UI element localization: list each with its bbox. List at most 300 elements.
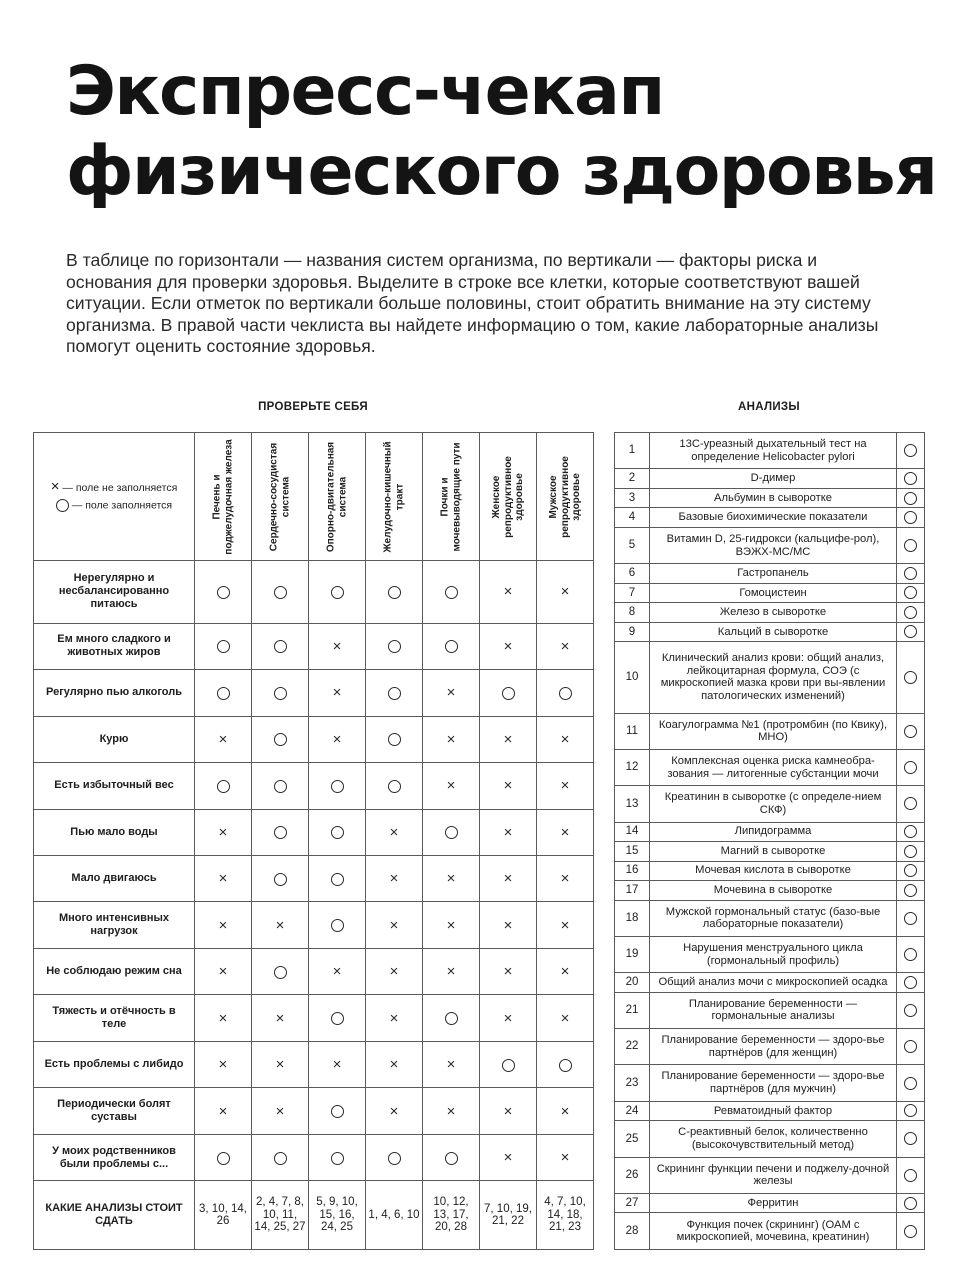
mark-cell[interactable] (309, 1134, 366, 1180)
analysis-check-cell[interactable] (897, 564, 925, 584)
analysis-number: 25 (615, 1121, 650, 1157)
mark-cell (309, 670, 366, 716)
x-mark-icon: × (332, 1056, 342, 1074)
factor-row (34, 1041, 594, 1087)
x-mark-icon: × (275, 1009, 285, 1027)
tests-label: КАКИЕ АНАЛИЗЫ СТОИТ СДАТЬ (34, 1181, 195, 1250)
mark-cell[interactable] (309, 809, 366, 855)
analysis-check-cell[interactable] (897, 786, 925, 822)
circle-mark-icon[interactable] (388, 1152, 401, 1165)
analysis-check-cell[interactable] (897, 749, 925, 785)
x-mark-icon: × (560, 1102, 570, 1120)
analysis-number: 19 (615, 936, 650, 972)
analysis-check-cell[interactable] (897, 603, 925, 623)
analysis-row (615, 973, 925, 993)
circle-mark-icon[interactable] (388, 687, 401, 700)
circle-checkbox-icon[interactable] (904, 1104, 917, 1117)
x-mark-icon: × (503, 730, 513, 748)
circle-mark-icon[interactable] (445, 826, 458, 839)
mark-cell (480, 1134, 537, 1180)
mark-cell (366, 948, 423, 994)
circle-checkbox-icon[interactable] (904, 625, 917, 638)
analysis-row (615, 842, 925, 862)
x-mark-icon: × (389, 870, 399, 888)
factor-label: Нерегулярно и несбалансированно питаюсь (34, 561, 195, 624)
analysis-check-cell[interactable] (897, 1213, 925, 1250)
mark-cell (480, 716, 537, 762)
factor-label: Периодически болят суставы (34, 1088, 195, 1134)
mark-cell (195, 995, 252, 1041)
circle-checkbox-icon[interactable] (904, 825, 917, 838)
x-mark-icon: × (446, 916, 456, 934)
analysis-row (615, 603, 925, 623)
system-name: Женское репродуктивное здоровье (490, 455, 525, 538)
x-mark-icon: × (332, 963, 342, 981)
analysis-check-cell[interactable] (897, 936, 925, 972)
analysis-number: 7 (615, 583, 650, 603)
mark-cell (480, 855, 537, 901)
mark-cell (423, 716, 480, 762)
mark-cell (537, 995, 594, 1041)
circle-checkbox-icon[interactable] (904, 1197, 917, 1210)
circle-mark-icon[interactable] (502, 687, 515, 700)
mark-cell (309, 716, 366, 762)
analysis-name: Функция почек (скрининг) (ОАМ с микроскопией, мочевина, креатинин) (650, 1213, 897, 1250)
analysis-name: Планирование беременности — гормональные анализы (650, 992, 897, 1028)
analysis-check-cell[interactable] (897, 900, 925, 936)
system-header (252, 433, 309, 561)
analysis-name: Магний в сыворотке (650, 842, 897, 862)
analysis-check-cell[interactable] (897, 881, 925, 901)
analysis-check-cell[interactable] (897, 1121, 925, 1157)
analysis-number: 12 (615, 749, 650, 785)
x-mark-icon: × (503, 916, 513, 934)
x-mark-icon: × (275, 916, 285, 934)
analysis-row (615, 881, 925, 901)
x-mark-icon: × (503, 1009, 513, 1027)
circle-checkbox-icon[interactable] (904, 606, 917, 619)
x-mark-icon: × (446, 1056, 456, 1074)
analysis-row (615, 583, 925, 603)
mark-cell[interactable] (480, 1041, 537, 1087)
mark-cell[interactable] (366, 561, 423, 624)
circle-mark-icon[interactable] (388, 586, 401, 599)
title-line-2: физического здоровья (66, 132, 937, 211)
system-name: Почки и мочевыводящие пути (439, 441, 462, 552)
circle-mark-icon[interactable] (274, 586, 287, 599)
x-mark-icon: × (560, 637, 570, 655)
circle-mark-icon[interactable] (274, 1152, 287, 1165)
analysis-check-cell[interactable] (897, 469, 925, 489)
x-mark-icon: × (503, 963, 513, 981)
circle-mark-icon[interactable] (331, 1012, 344, 1025)
circle-checkbox-icon[interactable] (904, 1225, 917, 1238)
mark-cell[interactable] (252, 623, 309, 669)
mark-cell (366, 855, 423, 901)
x-mark-icon: × (218, 1056, 228, 1074)
circle-checkbox-icon[interactable] (904, 1004, 917, 1017)
analysis-number: 20 (615, 973, 650, 993)
analysis-number: 8 (615, 603, 650, 623)
analysis-row (615, 1157, 925, 1193)
analysis-check-cell[interactable] (897, 622, 925, 642)
mark-cell[interactable] (537, 670, 594, 716)
x-mark-icon: × (503, 777, 513, 795)
analysis-name: Липидограмма (650, 822, 897, 842)
page-title (66, 52, 946, 212)
mark-cell (195, 809, 252, 855)
mark-cell[interactable] (252, 855, 309, 901)
analysis-check-cell[interactable] (897, 527, 925, 563)
circle-checkbox-icon[interactable] (904, 492, 917, 505)
mark-cell (480, 902, 537, 948)
analysis-number: 14 (615, 822, 650, 842)
analysis-check-cell[interactable] (897, 992, 925, 1028)
mark-cell[interactable] (423, 809, 480, 855)
analysis-row (615, 433, 925, 469)
analysis-row (615, 900, 925, 936)
analysis-check-cell[interactable] (897, 842, 925, 862)
analysis-number: 17 (615, 881, 650, 901)
x-mark-icon: × (218, 870, 228, 888)
checklist-table (33, 432, 594, 1250)
mark-cell (252, 1041, 309, 1087)
tests-list: 1, 4, 6, 10 (366, 1181, 423, 1250)
mark-cell[interactable] (309, 763, 366, 809)
analysis-row (615, 822, 925, 842)
analysis-row (615, 564, 925, 584)
analysis-number: 13 (615, 786, 650, 822)
mark-cell (366, 1088, 423, 1134)
circle-checkbox-icon[interactable] (904, 912, 917, 925)
analysis-name: Мочевина в сыворотке (650, 881, 897, 901)
mark-cell (537, 1134, 594, 1180)
mark-cell[interactable] (195, 670, 252, 716)
analysis-number: 4 (615, 508, 650, 528)
legend-o (40, 499, 188, 512)
analysis-name: Ревматоидный фактор (650, 1101, 897, 1121)
analysis-number: 5 (615, 527, 650, 563)
x-mark-icon: × (503, 1102, 513, 1120)
mark-cell[interactable] (252, 809, 309, 855)
analysis-row (615, 713, 925, 749)
analysis-row (615, 1213, 925, 1250)
x-mark-icon: × (560, 916, 570, 934)
analysis-row (615, 861, 925, 881)
circle-checkbox-icon[interactable] (904, 761, 917, 774)
mark-cell[interactable] (252, 561, 309, 624)
checklist-header-row (34, 433, 594, 561)
analysis-row (615, 1101, 925, 1121)
x-mark-icon: × (560, 1149, 570, 1167)
mark-cell[interactable] (195, 1134, 252, 1180)
circle-mark-icon[interactable] (445, 1012, 458, 1025)
x-mark-icon: × (446, 1102, 456, 1120)
mark-cell[interactable] (252, 716, 309, 762)
x-mark-icon: × (503, 1149, 513, 1167)
analysis-name: Витамин D, 25-гидрокси (кальцифе-рол), ВЭЖХ-МС/МС (650, 527, 897, 563)
x-mark-icon: × (560, 1009, 570, 1027)
analysis-row (615, 527, 925, 563)
analysis-number: 22 (615, 1029, 650, 1065)
circle-checkbox-icon[interactable] (904, 725, 917, 738)
circle-mark-icon[interactable] (331, 826, 344, 839)
analysis-check-cell[interactable] (897, 973, 925, 993)
x-mark-icon: × (560, 777, 570, 795)
factor-label: Не соблюдаю режим сна (34, 948, 195, 994)
mark-cell[interactable] (309, 855, 366, 901)
mark-cell[interactable] (423, 1134, 480, 1180)
analysis-number: 28 (615, 1213, 650, 1250)
mark-cell (195, 948, 252, 994)
mark-cell (480, 809, 537, 855)
mark-cell (537, 623, 594, 669)
circle-mark-icon[interactable] (331, 919, 344, 932)
circle-checkbox-icon[interactable] (904, 472, 917, 485)
mark-cell[interactable] (195, 623, 252, 669)
x-mark-icon: × (218, 1009, 228, 1027)
circle-checkbox-icon[interactable] (904, 948, 917, 961)
mark-cell[interactable] (309, 995, 366, 1041)
mark-cell (423, 855, 480, 901)
circle-checkbox-icon[interactable] (904, 511, 917, 524)
mark-cell[interactable] (480, 670, 537, 716)
factor-label: Тяжесть и отёчность в теле (34, 995, 195, 1041)
analysis-name: Железо в сыворотке (650, 603, 897, 623)
circle-checkbox-icon[interactable] (904, 1040, 917, 1053)
mark-cell[interactable] (423, 623, 480, 669)
circle-checkbox-icon[interactable] (904, 976, 917, 989)
analysis-check-cell[interactable] (897, 1157, 925, 1193)
mark-cell[interactable] (195, 561, 252, 624)
circle-checkbox-icon[interactable] (904, 864, 917, 877)
mark-cell (366, 902, 423, 948)
analysis-name: Базовые биохимические показатели (650, 508, 897, 528)
circle-mark-icon[interactable] (217, 1152, 230, 1165)
circle-mark-icon[interactable] (274, 733, 287, 746)
mark-cell (195, 1041, 252, 1087)
circle-mark-icon[interactable] (217, 640, 230, 653)
x-mark-icon: × (503, 823, 513, 841)
circle-mark-icon[interactable] (388, 733, 401, 746)
circle-checkbox-icon[interactable] (904, 539, 917, 552)
analysis-number: 6 (615, 564, 650, 584)
analysis-name: Клинический анализ крови: общий анализ, лейкоцитарная формула, СОЭ (с микроскопией мазка крови при вы-явлении патологических изменений) (650, 642, 897, 713)
circle-mark-icon[interactable] (559, 1059, 572, 1072)
circle-checkbox-icon[interactable] (904, 884, 917, 897)
mark-cell (537, 809, 594, 855)
system-header (480, 433, 537, 561)
mark-cell (366, 1041, 423, 1087)
legend-x-text: — поле не заполняется (62, 482, 178, 495)
analysis-row (615, 508, 925, 528)
mark-cell (309, 1041, 366, 1087)
mark-cell (423, 763, 480, 809)
x-mark-icon: × (560, 823, 570, 841)
circle-mark-icon[interactable] (274, 826, 287, 839)
factor-label: Регулярно пью алкоголь (34, 670, 195, 716)
circle-checkbox-icon[interactable] (904, 671, 917, 684)
tests-list: 7, 10, 19, 21, 22 (480, 1181, 537, 1250)
mark-cell[interactable] (252, 1134, 309, 1180)
circle-checkbox-icon[interactable] (904, 1077, 917, 1090)
analysis-check-cell[interactable] (897, 433, 925, 469)
x-mark-icon: × (275, 1102, 285, 1120)
analysis-number: 24 (615, 1101, 650, 1121)
factor-row (34, 902, 594, 948)
analysis-number: 21 (615, 992, 650, 1028)
mark-cell (423, 1088, 480, 1134)
analysis-check-cell[interactable] (897, 1193, 925, 1213)
factor-label: Много интенсивных нагрузок (34, 902, 195, 948)
circle-mark-icon[interactable] (445, 586, 458, 599)
circle-mark-icon[interactable] (274, 966, 287, 979)
analysis-name: Комплексная оценка риска камнеобра-зования — литогенные субстанции мочи (650, 749, 897, 785)
mark-cell[interactable] (423, 995, 480, 1041)
circle-mark-icon[interactable] (217, 780, 230, 793)
legend-x (40, 478, 188, 496)
factor-label: Мало двигаюсь (34, 855, 195, 901)
analysis-check-cell[interactable] (897, 861, 925, 881)
circle-mark-icon[interactable] (331, 1152, 344, 1165)
analysis-row (615, 749, 925, 785)
circle-checkbox-icon[interactable] (904, 586, 917, 599)
mark-cell[interactable] (252, 670, 309, 716)
analysis-row (615, 1029, 925, 1065)
mark-cell (480, 948, 537, 994)
circle-checkbox-icon[interactable] (904, 845, 917, 858)
mark-cell (252, 995, 309, 1041)
analysis-name: Гастропанель (650, 564, 897, 584)
intro-paragraph: В таблице по горизонтали — названия систем организма, по вертикали — факторы риска и основания для проверки здоровья. Выделите в строке все клетки, которые соответствуют вашей ситуации. Если отметок по вертикали больше половины, стоит обратить внимание на эту систему организма. В правой части чеклиста вы найдете информацию о том, какие лабораторные анализы помогут оценить состояние здоровья. (66, 250, 879, 357)
circle-mark-icon[interactable] (388, 780, 401, 793)
mark-cell[interactable] (366, 763, 423, 809)
circle-checkbox-icon[interactable] (904, 797, 917, 810)
circle-mark-icon[interactable] (274, 780, 287, 793)
circle-checkbox-icon[interactable] (904, 1169, 917, 1182)
circle-mark-icon (56, 499, 69, 512)
circle-mark-icon[interactable] (445, 640, 458, 653)
analysis-check-cell[interactable] (897, 488, 925, 508)
system-header (309, 433, 366, 561)
x-mark-icon: × (560, 870, 570, 888)
mark-cell[interactable] (537, 1041, 594, 1087)
factor-label: Пью мало воды (34, 809, 195, 855)
analysis-name: Планирование беременности — здоро-вье партнёров (для мужчин) (650, 1065, 897, 1101)
circle-mark-icon[interactable] (331, 1105, 344, 1118)
system-name: Печень и поджелудочная железа (211, 438, 234, 555)
mark-cell[interactable] (423, 561, 480, 624)
mark-cell (537, 902, 594, 948)
mark-cell (309, 948, 366, 994)
x-mark-icon: × (560, 963, 570, 981)
analyses-heading: АНАЛИЗЫ (738, 401, 800, 413)
analysis-name: 13С-уреазный дыхательный тест на определение Helicobacter pylori (650, 433, 897, 469)
mark-cell[interactable] (366, 716, 423, 762)
x-mark-icon: × (50, 478, 60, 496)
analysis-check-cell[interactable] (897, 1029, 925, 1065)
analysis-check-cell[interactable] (897, 508, 925, 528)
factor-row (34, 855, 594, 901)
circle-mark-icon[interactable] (331, 780, 344, 793)
mark-cell[interactable] (366, 1134, 423, 1180)
mark-cell[interactable] (195, 763, 252, 809)
circle-mark-icon[interactable] (217, 687, 230, 700)
mark-cell (252, 902, 309, 948)
factor-row (34, 670, 594, 716)
analysis-number: 10 (615, 642, 650, 713)
circle-mark-icon[interactable] (445, 1152, 458, 1165)
circle-mark-icon[interactable] (502, 1059, 515, 1072)
analysis-row (615, 1193, 925, 1213)
analysis-row (615, 1121, 925, 1157)
checklist-heading: ПРОВЕРЬТЕ СЕБЯ (258, 401, 368, 413)
mark-cell (537, 948, 594, 994)
circle-mark-icon[interactable] (217, 586, 230, 599)
mark-cell (195, 855, 252, 901)
x-mark-icon: × (446, 684, 456, 702)
analysis-row (615, 936, 925, 972)
mark-cell (195, 716, 252, 762)
circle-checkbox-icon[interactable] (904, 1132, 917, 1145)
analysis-check-cell[interactable] (897, 583, 925, 603)
system-name: Желудочно-кишечный тракт (382, 441, 405, 552)
circle-mark-icon[interactable] (274, 687, 287, 700)
factor-label: Ем много сладкого и животных жиров (34, 623, 195, 669)
analysis-name: Мужской гормональный статус (базо-вые лабораторные показатели) (650, 900, 897, 936)
mark-cell[interactable] (366, 670, 423, 716)
analysis-check-cell[interactable] (897, 1065, 925, 1101)
analysis-number: 23 (615, 1065, 650, 1101)
mark-cell[interactable] (309, 561, 366, 624)
analysis-number: 27 (615, 1193, 650, 1213)
analysis-name: Общий анализ мочи с микроскопией осадка (650, 973, 897, 993)
circle-mark-icon[interactable] (274, 873, 287, 886)
x-mark-icon: × (218, 1102, 228, 1120)
tests-list: 2, 4, 7, 8, 10, 11, 14, 25, 27 (252, 1181, 309, 1250)
circle-checkbox-icon[interactable] (904, 567, 917, 580)
mark-cell (423, 902, 480, 948)
mark-cell[interactable] (309, 902, 366, 948)
circle-mark-icon[interactable] (388, 640, 401, 653)
circle-mark-icon[interactable] (331, 586, 344, 599)
x-mark-icon: × (332, 637, 342, 655)
system-header (366, 433, 423, 561)
analysis-name: Креатинин в сыворотке (с определе-нием СКФ) (650, 786, 897, 822)
mark-cell[interactable] (366, 623, 423, 669)
analysis-check-cell[interactable] (897, 822, 925, 842)
mark-cell[interactable] (252, 763, 309, 809)
analysis-row (615, 992, 925, 1028)
factor-label: Есть избыточный вес (34, 763, 195, 809)
circle-checkbox-icon[interactable] (904, 444, 917, 457)
circle-mark-icon[interactable] (274, 640, 287, 653)
x-mark-icon: × (503, 583, 513, 601)
analysis-check-cell[interactable] (897, 1101, 925, 1121)
circle-mark-icon[interactable] (331, 873, 344, 886)
analysis-check-cell[interactable] (897, 713, 925, 749)
analysis-name: Нарушения менструального цикла (гормональный профиль) (650, 936, 897, 972)
analysis-number: 18 (615, 900, 650, 936)
analysis-number: 26 (615, 1157, 650, 1193)
mark-cell[interactable] (309, 1088, 366, 1134)
circle-mark-icon[interactable] (559, 687, 572, 700)
analysis-check-cell[interactable] (897, 642, 925, 713)
factor-row (34, 948, 594, 994)
analysis-name: Кальций в сыворотке (650, 622, 897, 642)
x-mark-icon: × (218, 963, 228, 981)
mark-cell[interactable] (252, 948, 309, 994)
